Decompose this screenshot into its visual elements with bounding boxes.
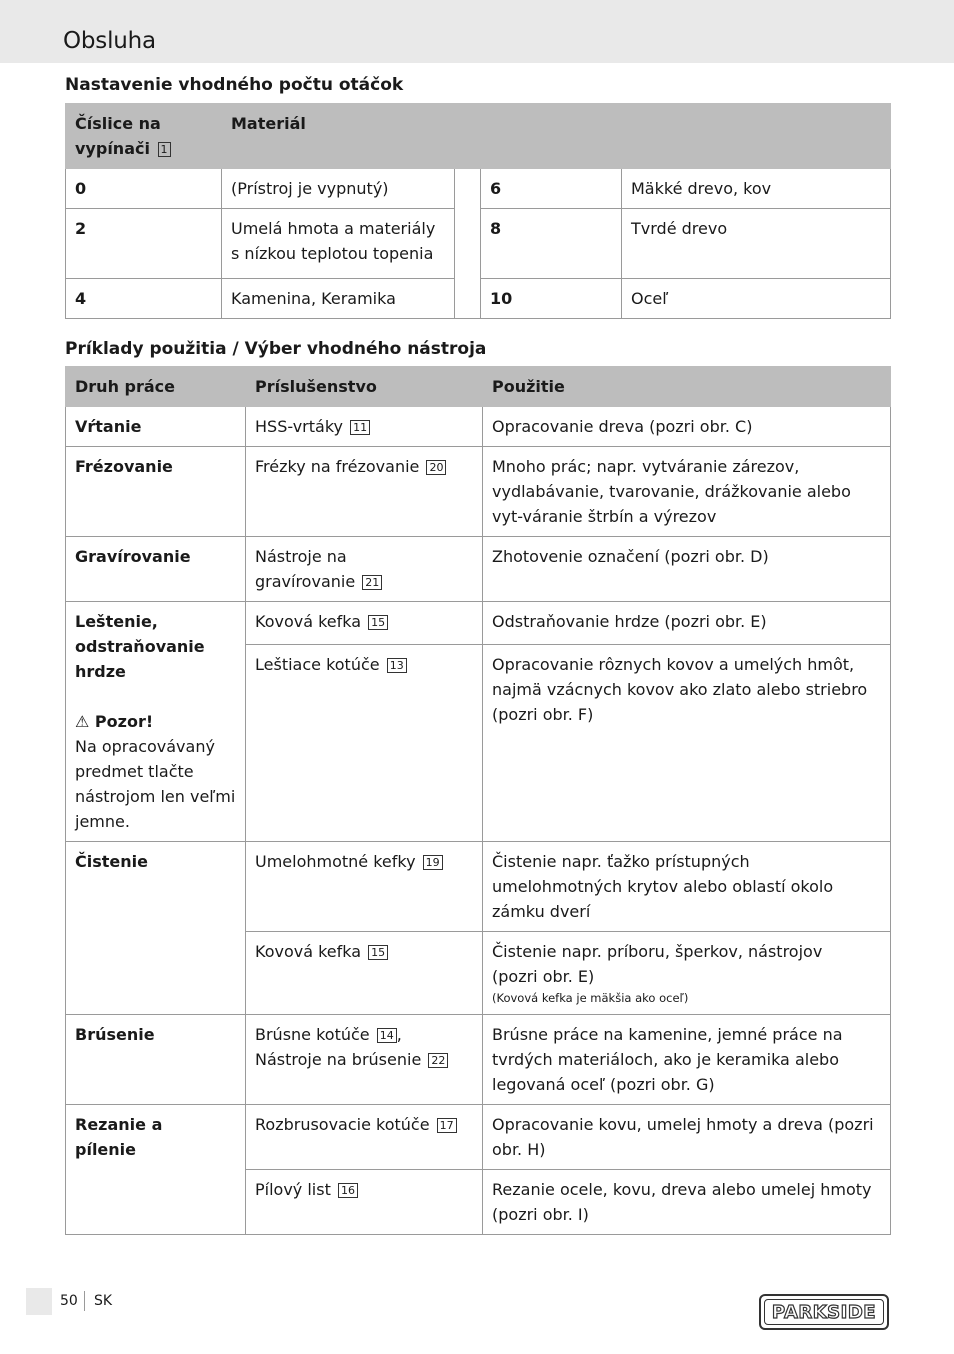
speed-header-material: Materiál bbox=[222, 104, 891, 169]
ref-number: 1 bbox=[158, 142, 171, 157]
speed-digit: 8 bbox=[481, 209, 622, 279]
table-row bbox=[66, 169, 891, 209]
ref-number: 20 bbox=[426, 460, 446, 475]
logo-text: PARKSIDE bbox=[771, 1301, 877, 1323]
work-type: Vŕtanie bbox=[66, 407, 246, 447]
ref-number: 15 bbox=[368, 615, 388, 630]
speed-header-digit-line1: Číslice na bbox=[75, 114, 161, 133]
accessory-name-line1: Brúsne kotúče bbox=[255, 1025, 370, 1044]
table-row bbox=[66, 1105, 891, 1170]
accessory-cell bbox=[246, 447, 483, 537]
usage-section-heading: Príklady použitia / Výber vhodného nástroja bbox=[65, 339, 487, 359]
speed-material: Tvrdé drevo bbox=[622, 209, 891, 279]
accessory-name-line2: Nástroje na brúsenie bbox=[255, 1050, 422, 1069]
accessory-cell bbox=[246, 1105, 483, 1170]
ref-number: 21 bbox=[362, 575, 382, 590]
accessory-cell bbox=[246, 407, 483, 447]
use-description: Čistenie napr. ťažko prístupných umelohmotných krytov alebo oblastí okolo zámku dverí bbox=[483, 842, 891, 932]
ref-number: 19 bbox=[423, 855, 443, 870]
speed-digit: 0 bbox=[66, 169, 222, 209]
speed-digit: 4 bbox=[66, 279, 222, 319]
work-type-line2: odstraňovanie bbox=[75, 637, 205, 656]
speed-digit: 6 bbox=[481, 169, 622, 209]
speed-material: (Prístroj je vypnutý) bbox=[222, 169, 455, 209]
page-title: Obsluha bbox=[63, 28, 156, 54]
use-description: Mnoho prác; napr. vytváranie zárezov, vydlabávanie, tvarovanie, drážkovanie alebo vyt-váranie štrbín a výrezov bbox=[483, 447, 891, 537]
accessory-name: Leštiace kotúče bbox=[255, 655, 380, 674]
use-description: Opracovanie rôznych kovov a umelých hmôt, najmä vzácnych kovov ako zlato alebo striebro (pozri obr. F) bbox=[483, 645, 891, 842]
use-description-line2: (pozri obr. E) bbox=[492, 967, 595, 986]
usage-header-work: Druh práce bbox=[66, 367, 246, 407]
work-type-cell bbox=[66, 1105, 246, 1235]
usage-header-accessory: Príslušenstvo bbox=[246, 367, 483, 407]
work-type-cell bbox=[66, 602, 246, 842]
accessory-name: Pílový list bbox=[255, 1180, 331, 1199]
use-description: Brúsne práce na kamenine, jemné práce na tvrdých materiáloch, ako je keramika alebo legovaná oceľ (pozri obr. G) bbox=[483, 1015, 891, 1105]
table-row bbox=[66, 537, 891, 602]
ref-number: 17 bbox=[437, 1118, 457, 1133]
usage-table bbox=[65, 366, 891, 1235]
table-row bbox=[66, 602, 891, 645]
work-type: Frézovanie bbox=[66, 447, 246, 537]
work-type-line1: Rezanie a bbox=[75, 1115, 163, 1134]
use-description-cell bbox=[483, 932, 891, 1015]
speed-material: Kamenina, Keramika bbox=[222, 279, 455, 319]
accessory-name: Rozbrusovacie kotúče bbox=[255, 1115, 430, 1134]
work-type-line3: hrdze bbox=[75, 662, 126, 681]
warning-label: Pozor! bbox=[94, 712, 154, 731]
language-code: SK bbox=[94, 1293, 113, 1309]
use-description-line1: Čistenie napr. príboru, šperkov, nástrojov bbox=[492, 942, 823, 961]
speed-table-spacer bbox=[455, 169, 481, 319]
work-type-line1: Leštenie, bbox=[75, 612, 158, 631]
accessory-name-line2: gravírovanie bbox=[255, 572, 356, 591]
table-row bbox=[66, 842, 891, 932]
speed-material: Oceľ bbox=[622, 279, 891, 319]
accessory-name: Frézky na frézovanie bbox=[255, 457, 420, 476]
use-description: Odstraňovanie hrdze (pozri obr. E) bbox=[483, 602, 891, 645]
warning-icon: ⚠ bbox=[75, 712, 90, 731]
accessory-cell bbox=[246, 602, 483, 645]
accessory-name: Kovová kefka bbox=[255, 612, 362, 631]
use-description: Rezanie ocele, kovu, dreva alebo umelej hmoty (pozri obr. I) bbox=[483, 1170, 891, 1235]
ref-number: 15 bbox=[368, 945, 388, 960]
accessory-cell bbox=[246, 1170, 483, 1235]
ref-number: 14 bbox=[377, 1028, 397, 1043]
usage-header-use: Použitie bbox=[483, 367, 891, 407]
accessory-cell bbox=[246, 932, 483, 1015]
table-row bbox=[66, 1015, 891, 1105]
use-description: Zhotovenie označení (pozri obr. D) bbox=[483, 537, 891, 602]
use-note: (Kovová kefka je mäkšia ako oceľ) bbox=[492, 991, 689, 1005]
warning-heading bbox=[75, 709, 236, 734]
accessory-cell: Brúsne kotúče 14 , Nástroje na brúsenie 22 bbox=[246, 1015, 483, 1105]
use-description: Opracovanie kovu, umelej hmoty a dreva (pozri obr. H) bbox=[483, 1105, 891, 1170]
speed-digit: 2 bbox=[66, 209, 222, 279]
speed-table bbox=[65, 103, 891, 319]
footer-divider bbox=[84, 1291, 85, 1311]
speed-material: Umelá hmota a materiály s nízkou teplotou topenia bbox=[222, 209, 455, 279]
accessory-name: HSS-vrtáky bbox=[255, 417, 343, 436]
accessory-cell bbox=[246, 645, 483, 842]
ref-number: 22 bbox=[428, 1053, 448, 1068]
speed-table-header bbox=[66, 104, 891, 169]
work-type-line2: pílenie bbox=[75, 1140, 136, 1159]
footer-marker bbox=[26, 1288, 52, 1315]
accessory-cell bbox=[246, 842, 483, 932]
accessory-name-line1: Nástroje na bbox=[255, 547, 347, 566]
page-number: 50 bbox=[60, 1293, 78, 1309]
use-description: Opracovanie dreva (pozri obr. C) bbox=[483, 407, 891, 447]
work-type: Čistenie bbox=[66, 842, 246, 1015]
work-type: Gravírovanie bbox=[66, 537, 246, 602]
accessory-cell bbox=[246, 537, 483, 602]
ref-number: 16 bbox=[338, 1183, 358, 1198]
speed-material: Mäkké drevo, kov bbox=[622, 169, 891, 209]
warning-text: Na opracovávaný predmet tlačte nástrojom len veľmi jemne. bbox=[75, 737, 236, 831]
speed-digit: 10 bbox=[481, 279, 622, 319]
ref-number: 13 bbox=[387, 658, 407, 673]
speed-header-digit-line2: vypínači bbox=[75, 139, 150, 158]
accessory-name: Kovová kefka bbox=[255, 942, 362, 961]
ref-number: 11 bbox=[350, 420, 370, 435]
parkside-logo bbox=[759, 1294, 889, 1330]
accessory-name: Umelohmotné kefky bbox=[255, 852, 416, 871]
table-row bbox=[66, 447, 891, 537]
work-type: Brúsenie bbox=[66, 1015, 246, 1105]
speed-header-digit bbox=[66, 104, 222, 169]
table-row bbox=[66, 407, 891, 447]
speed-section-heading: Nastavenie vhodného počtu otáčok bbox=[65, 75, 404, 95]
usage-table-header bbox=[66, 367, 891, 407]
